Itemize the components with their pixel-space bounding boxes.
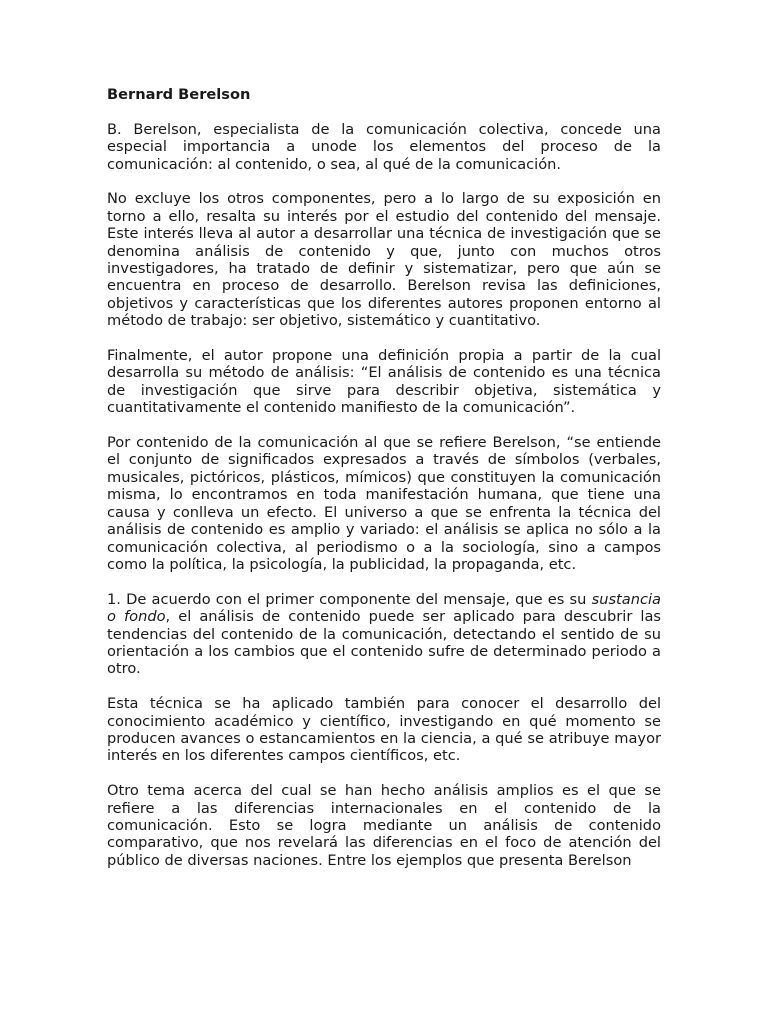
document-page [107, 86, 661, 869]
numbered-para-after: , el análisis de contenido puede ser aplicado para descubrir las tendencias del contenido de la comunicación, detectando el sentido de su orientación a los cambios que el contenido sufre de determinado periodo a otro. [107, 608, 662, 678]
numbered-para-before: 1. De acuerdo con el primer componente del mensaje, que es su [107, 590, 592, 608]
paragraph-intro: B. Berelson, especialista de la comunicación colectiva, concede una especial importancia a unode los elementos del proceso de la comunicación: al contenido, o sea, al qué de la comunicación. [107, 120, 661, 173]
paragraph-numbered-1 [107, 591, 661, 678]
paragraph-international: Otro tema acerca del cual se han hecho análisis amplios es el que se refiere a las diferencias internacionales en el contenido de la comunicación. Esto se logra mediante un análisis de contenido comparativo, que nos revelará las diferencias en el foco de atención del público de diversas naciones. Entre los ejemplos que presenta Berelson [107, 782, 661, 869]
numbered-para-italic: sustancia o fondo [107, 590, 661, 626]
paragraph-academic: Esta técnica se ha aplicado también para conocer el desarrollo del conocimiento académico y científico, investigando en qué momento se producen avances o estancamientos en la ciencia, a qué se atribuye mayor interés en los diferentes campos científicos, etc. [107, 695, 661, 765]
paragraph-content-meaning: Por contenido de la comunicación al que se refiere Berelson, “se entiende el conjunto de significados expresados a través de símbolos (verbales, musicales, pictóricos, plásticos, mímicos) que constituyen la comunicación misma, lo encontramos en toda manifestación humana, que tiene una causa y conlleva un efecto. El universo a que se enfrenta la técnica del análisis de contenido es amplio y variado: el análisis se aplica no sólo a la comunicación colectiva, al periodismo o a la sociología, sino a campos como la política, la psicología, la publicidad, la propaganda, etc. [107, 434, 661, 573]
paragraph-definition: Finalmente, el autor propone una definición propia a partir de la cual desarrolla su método de análisis: “El análisis de contenido es una técnica de investigación que sirve para describir objetiva, sistemática y cuantitativamente el contenido manifiesto de la comunicación”. [107, 347, 661, 417]
document-title: Bernard Berelson [107, 86, 251, 103]
paragraph-components: No excluye los otros componentes, pero a lo largo de su exposición en torno a ello, resalta su interés por el estudio del contenido del mensaje. Este interés lleva al autor a desarrollar una técnica de investigación que se denomina análisis de contenido y que, junto con muchos otros investigadores, ha tratado de definir y sistematizar, pero que aún se encuentra en proceso de desarrollo. Berelson revisa las definiciones, objetivos y características que los diferentes autores proponen entorno al método de trabajo: ser objetivo, sistemático y cuantitativo. [107, 190, 661, 330]
